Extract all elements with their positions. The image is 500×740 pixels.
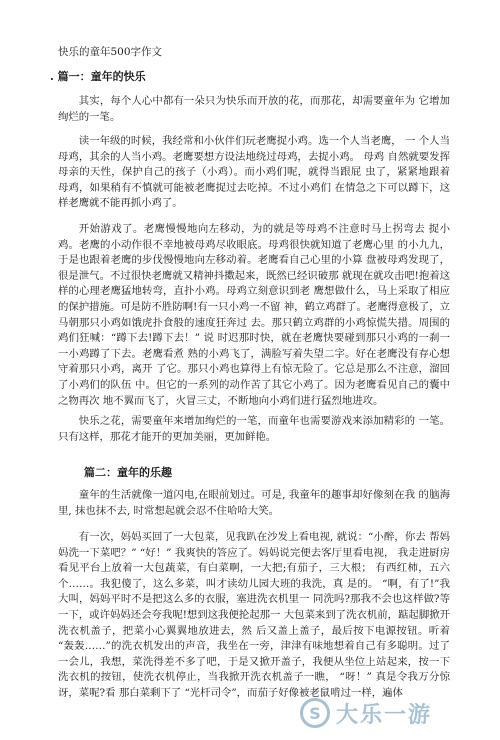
paragraph: 有一次，妈妈买回了一大包菜，见我趴在沙发上看电视, 就说：“小醉，你去 帮妈妈洗一下菜吧？” “好！” 我爽快的答应了。妈妈说完便去客厅里看电视， 我走进厨房看见平台上放着一大包蔬菜，有白菜啊，一大把;有茄子，三大根； 有西红柿，五六个……。我犯傻了，这么多菜，叫才读幼儿园大班的我洗，真 是的。 “啊，有了!”我大叫，妈妈平时不是把这么多的衣服，塞进洗衣机里一 同洗吗?那我不会也这样做?等一下，或许妈妈还会夸我呢!想到这我便抡起那一 大包菜来到了洗衣机前，踮起脚掀开洗衣机盖子，把菜小心翼翼地放进去，然 后又盖上盖子，最后按下电源按钮。听着 “轰轰……”的洗衣机发出的声音，我坐在一旁，津津有味地想着自己有多聪明。过了一会儿，我想，菜洗得差不多了吧，于是又掀开盖子，我便从坐位上站起来，按一下洗衣机的按钮，使洗衣机停止，当我掀开洗衣机盖子一瞧， “呀！” 真是令我万分惊讶，菜呢?看 那白菜剩下了 “光杆司令”，而茄子好像被老鼠啃过一样，遍体: [58, 531, 450, 699]
watermark: [300, 694, 450, 732]
watermark-text: 大乐一游: [336, 702, 433, 728]
paragraph: 其实，每个人心中都有一朵只为快乐而开放的花，而那花，却需要童年为 它增加绚烂的一笔。: [58, 95, 450, 123]
section-heading-1: . 篇一：童年的快乐: [50, 70, 146, 83]
paragraph: 童年的生活就像一道闪电,在眼前划过。可是, 我童年的趣事却好像刻在我 的脑海里, 抹也抹不去, 时常想起就会忍不住哈哈大笑。: [58, 489, 450, 517]
paragraph: 开始游戏了。老鹰慢慢地向左移动，为的就是等母鸡不注意时马上拐弯去 捉小鸡。老鹰的小动作很不幸地被母鸡尽收眼底。母鸡很快就知道了老鹰心里 的小九九，于是也跟着老鹰的步伐慢慢地向左移动着。老鹰看自己心里的小算 盘被母鸡发现了，很是泄气。不过很快老鹰就又精神抖擞起来，既然已经识破那 就现在就攻击吧!抱着这样的心理老鹰猛地转弯，直扑小鸡。母鸡立刻意识到老 鹰想做什么，马上采取了相应的保护措施。可是防不胜防啊!有一只小鸡一不留 神，鹤立鸡群了。老鹰得意极了，立马朝那只小鸡如饿虎扑食般的速度狂奔过 去。那只鹤立鸡群的小鸡惊慌失措。周围的鸡们狂喊：“蹲下去!蹲下去！” 说 时迟那时快，就在老鹰快要碰到那只小鸡的一刹一一小鸡蹲了下去。老鹰看煮 熟的小鸡飞了，满脸写着失望二字。好在老鹰没有存心想守着那只小鸡，离开 了它。那只小鸡也算得上有惊无险了。它总是那么不注意，溜回了小鸡们的队伍 中。但它的一系列的动作苦了其它小鸡了。因为老鹰看见自己的囊中之物再次 地不翼而飞了，火冒三丈，不断地向小鸡们进行猛烈地进攻。: [58, 223, 450, 407]
watermark-logo-icon: S: [300, 698, 330, 728]
paragraph: 读一年级的时候，我经常和小伙伴们玩老鹰捉小鸡。选一个人当老鹰， 一 个人当母鸡，其余的人当小鸡。老鹰要想方设法地绕过母鸡，去捉小鸡。 母鸡 自然就要发挥母亲的天性，保护自己的孩子（小鸡）。而小鸡们呢，就得当跟屁 虫了，紧紧地跟着母鸡，如果稍有不慎就可能被老鹰捉过去吃掉。不过小鸡们 在情急之下可以蹲下，这样老鹰就不能再抓小鸡了。: [58, 135, 450, 210]
document-title: 快乐的童年500字作文: [58, 46, 163, 58]
paragraph: 快乐之花，需要童年来增加绚烂的一笔，而童年也需要游戏来添加精彩的 一笔。只有这样，那花才能开的更加美丽，更加鲜艳。: [58, 415, 450, 443]
section-heading-2: 篇二：童年的乐趣: [84, 466, 172, 479]
